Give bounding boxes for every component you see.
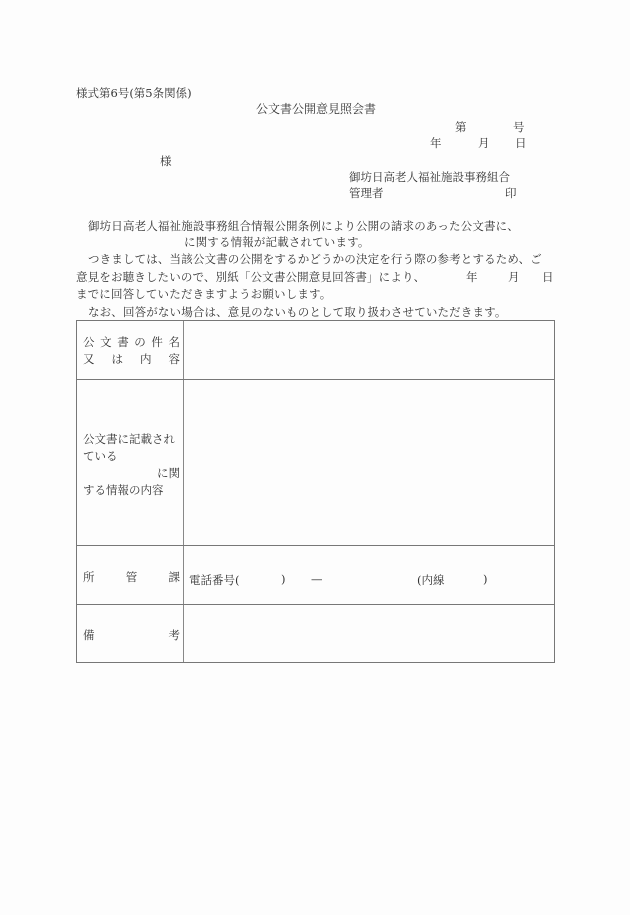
- phone-dash: —: [311, 572, 323, 586]
- label-char: 内: [140, 352, 152, 366]
- label-char: 考: [168, 628, 180, 642]
- label-remarks: [83, 627, 180, 644]
- phone-area-close: ): [281, 572, 286, 586]
- reply-deadline-year: 年: [466, 269, 478, 284]
- label-char: は: [111, 352, 123, 366]
- document-number-prefix: 第: [455, 120, 467, 134]
- sender-organization: 御坊日高老人福祉施設事務組合: [349, 170, 510, 184]
- document-title: 公文書公開意見照会書: [256, 102, 377, 116]
- date-day: 日: [515, 136, 527, 150]
- remarks-field[interactable]: [189, 605, 549, 662]
- date-year: 年: [430, 136, 442, 150]
- body-line-2: に関する情報が記載されています。: [184, 234, 370, 249]
- label-line-2: ている: [83, 449, 118, 463]
- label-char: 管: [125, 570, 138, 584]
- label-line-1: 公文書に記載され: [83, 432, 175, 446]
- body-line-4-text: 意見をお聴きしたいので、別紙「公文書公開意見回答書」により、: [76, 269, 426, 284]
- label-char: 名: [168, 335, 180, 349]
- label-char: 容: [168, 352, 180, 366]
- label-char: 課: [168, 570, 180, 584]
- extension-close: ): [483, 572, 488, 586]
- form-number: 様式第6号(第5条関係): [76, 86, 192, 100]
- document-title-field[interactable]: [189, 321, 549, 379]
- body-line-3: つきましては、当該公文書の公開をするかどうかの決定を行う際の参考とするため、ご: [88, 252, 542, 266]
- label-document-title-or-content: [83, 334, 180, 368]
- seal-mark: 印: [505, 186, 517, 200]
- reply-deadline-day: 日: [542, 269, 554, 284]
- addressee-suffix: 様: [160, 154, 172, 168]
- label-line-1: [83, 334, 180, 351]
- date-month: 月: [478, 136, 490, 150]
- label-char: 備: [83, 628, 95, 642]
- sender-role: 管理者: [349, 186, 384, 200]
- label-recorded-information: [83, 431, 180, 499]
- label-char: 又: [83, 352, 95, 366]
- phone-label: 電話番号(: [189, 573, 240, 587]
- body-line-4: [76, 269, 556, 287]
- reply-deadline-month: 月: [508, 269, 520, 284]
- body-line-5: までに回答していただきますようお願いします。: [76, 287, 332, 301]
- body-line-6: なお、回答がない場合は、意見のないものとして取り扱わさせていただきます。: [88, 304, 507, 319]
- label-line-3: に関: [157, 466, 180, 480]
- document-number-suffix: 号: [513, 120, 525, 134]
- recorded-information-field[interactable]: [189, 380, 549, 545]
- table-row-divider-2: [77, 545, 554, 546]
- body-text: [76, 218, 556, 321]
- label-char: 所: [83, 570, 95, 584]
- label-line-4: する情報の内容: [83, 483, 164, 497]
- label-char: 文: [100, 335, 112, 349]
- label-char: 書: [117, 335, 129, 349]
- label-char: 公: [83, 335, 95, 349]
- inquiry-table: [76, 320, 555, 663]
- table-column-divider: [183, 321, 184, 662]
- body-line-1: 御坊日高老人福祉施設事務組合情報公開条例により公開の請求のあった公文書に、: [88, 219, 519, 233]
- label-char: 件: [151, 335, 163, 349]
- label-line-2: [83, 351, 180, 368]
- extension-open: (内線: [417, 573, 445, 587]
- label-char: の: [134, 335, 146, 349]
- label-responsible-section: [83, 569, 180, 586]
